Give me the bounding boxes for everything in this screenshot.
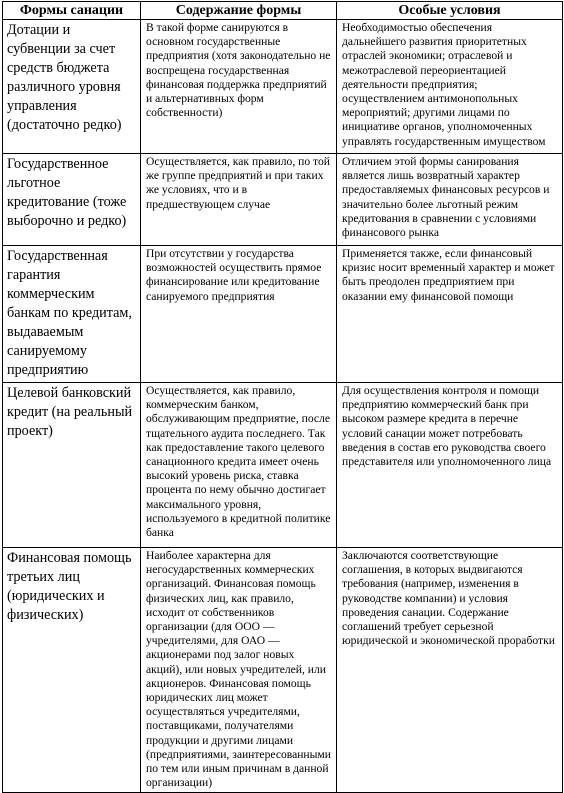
conditions-cell: Заключаются соответствующие соглашения, в которых выдвигаются требования (например, изменения в руководстве компании) и условия проведения санации. Содержание соглашений требует серьезной юридической и экономической проработки [337,548,563,793]
header-row [3,2,563,20]
conditions-cell: Для осуществления контроля и помощи предприятию коммерческий банк при высоком размере кредита в перечне условий санации может потребовать введения в состав его руководства своего представителя или уполномоченного лица [337,383,563,548]
content-cell: В такой форме санируются в основном государственные предприятия (хотя законодательно не воспрещена государственная финансовая поддержка предприятий и альтернативных форм собственности) [141,20,337,154]
header-content: Содержание формы [141,2,337,20]
table-row [3,383,563,548]
conditions-cell: Применяется также, если финансовый кризис носит временный характер и может быть преодолен предприятием при оказании ему финансовой помощи [337,246,563,383]
table-row [3,548,563,793]
table-row [3,20,563,154]
form-cell: Государственное льготное кредитование (тоже выборочно и редко) [3,154,141,246]
header-forms: Формы санации [3,2,141,20]
form-cell: Дотации и субвенции за счет средств бюджета различного уровня управления (достаточно редко) [3,20,141,154]
table-row [3,154,563,246]
table-row [3,246,563,383]
content-cell: Наиболее характерна для негосударственных коммерческих организаций. Финансовая помощь физических лиц, как правило, исходит от собственников организации (для ООО — учредителями, для ОАО — акционерами под залог новых акций), или новых учредителей, или акционеров. Финансовая помощь юридических лиц может осуществляться учредителями, поставщиками, получателями продукции и другими лицами (предприятиями, заинтересованными по тем или иным причинам в данной организации) [141,548,337,793]
content-cell: Осуществляется, как правило, коммерческим банком, обслуживающим предприятие, после тщательного аудита последнего. Так как предоставление такого целевого санационного кредита имеет очень высокий уровень риска, ставка процента по нему обычно достигает максимального уровня, используемого в кредитной политике банка [141,383,337,548]
form-cell: Государственная гарантия коммерческим банкам по кредитам, выдаваемым санируемому предприятию [3,246,141,383]
conditions-cell: Необходимостью обеспечения дальнейшего развития приоритетных отраслей экономики; отраслевой и межотраслевой переориентацией деятельности предприятия; осуществлением антимонопольных мероприятий; другими лицами по инициативе органов, уполномоченных управлять государственным имуществом [337,20,563,154]
sanation-forms-table [2,1,563,793]
conditions-cell: Отличием этой формы санирования является лишь возвратный характер предоставляемых финансовых ресурсов и значительно более льготный режим кредитования в сравнении с условиями финансового рынка [337,154,563,246]
form-cell: Целевой банковский кредит (на реальный проект) [3,383,141,548]
content-cell: При отсутствии у государства возможностей осуществить прямое финансирование или кредитование санируемого предприятия [141,246,337,383]
form-cell: Финансовая помощь третьих лиц (юридических и физических) [3,548,141,793]
header-conditions: Особые условия [337,2,563,20]
content-cell: Осуществляется, как правило, по той же группе предприятий и при таких же условиях, что и в предшествующем случае [141,154,337,246]
